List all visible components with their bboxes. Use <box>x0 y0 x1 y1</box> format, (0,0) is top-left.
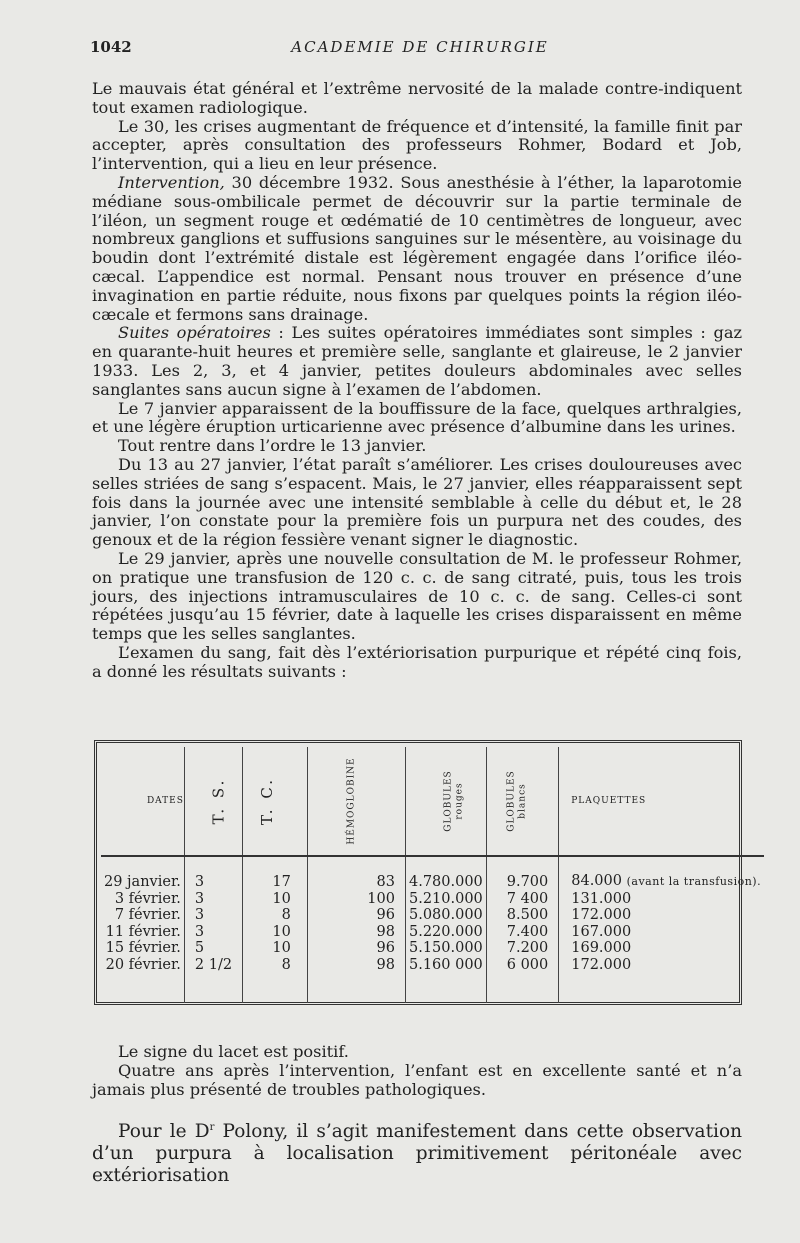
results-table-frame <box>94 740 762 1005</box>
paragraph: Le 7 janvier apparaissent de la bouffissure de la face, quelques arthralgies, et une légère éruption urticarienne avec présence d’albumine dans les urines. <box>92 398 742 437</box>
header-plaquettes: PLAQUETTES <box>559 747 764 856</box>
header-tc: T. C. <box>242 747 307 856</box>
page-header <box>90 38 750 60</box>
paragraph: Du 13 au 27 janvier, l’état paraît s’améliorer. Les crises douloureuses avec selles striées de sang s’espacent. Mais, le 27 janvier, elles réapparaissent sept fois dans la journée avec une intensité semblable à celle du début et, le 28 janvier, l’on constate pour la première fois un purpura net des coudes, des genoux et de la région fessière venant signer le diagnostic. <box>92 454 742 550</box>
table-spacer-row <box>101 973 764 1003</box>
paragraph: Le 29 janvier, après une nouvelle consultation de M. le professeur Rohmer, on pratique une transfusion de 120 c. c. de sang citraté, puis, tous les trois jours, des injections intramusculaires de 10 c. c. de sang. Celles-ci sont répétées jusqu’au 15 février, date à laquelle les crises disparaissent en même temps que les selles sanglantes. <box>92 548 742 644</box>
body-text <box>92 80 742 682</box>
transfusion-note: (avant la transfusion). <box>626 875 762 888</box>
paragraph: Le signe du lacet est positif. <box>118 1042 349 1061</box>
paragraph: Quatre ans après l’intervention, l’enfant est en excellente santé et n’a jamais plus présenté de troubles pathologiques. <box>92 1060 742 1099</box>
closing-text <box>92 1117 742 1187</box>
header-dates: DATES <box>101 747 184 856</box>
paragraph: Pour le $D^r$ Polony, il s’agit manifestement dans cette observation d’un purpura à localisation primitivement péritonéale avec extériorisation <box>92 1121 742 1187</box>
blood-results-table <box>101 747 764 1003</box>
table-header-row <box>101 747 764 856</box>
table-row: 3 février. 3 10 100 5.210.000 7 400 131.000 <box>101 891 764 908</box>
paragraph: L’examen du sang, fait dès l’extériorisation purpurique et répété cinq fois, a donné les résultats suivants : <box>92 642 742 681</box>
after-table-text <box>92 1043 742 1099</box>
running-title: ACADEMIE DE CHIRURGIE <box>291 38 549 56</box>
header-globules-rouges: GLOBULES rouges <box>405 747 486 856</box>
header-ts: T. S. <box>184 747 242 856</box>
table-row: 11 février. 3 10 98 5.220.000 7.400 167.000 <box>101 924 764 941</box>
table-row: 7 février. 3 8 96 5.080.000 8.500 172.000 <box>101 907 764 924</box>
italic-lead: Intervention, <box>118 172 225 192</box>
table-row: 15 février. 5 10 96 5.150.000 7.200 169.000 <box>101 940 764 957</box>
header-globules-blancs: GLOBULES blancs <box>486 747 558 856</box>
paragraph: Le 30, les crises augmentant de fréquence et d’intensité, la famille finit par accepter, après consultation des professeurs Rohmer, Bodard et Job, l’intervention, qui a lieu en leur présence. <box>92 116 742 174</box>
paragraph: Tout rentre dans l’ordre le 13 janvier. <box>118 436 427 456</box>
header-hemoglobine: HÉMOGLOBINE <box>307 747 405 856</box>
table-row: 29 janvier. 3 17 83 4.780.000 9.700 84.000 (avant la transfusion). <box>101 856 764 891</box>
table-row: 20 février. 2 1/2 8 98 5.160 000 6 000 172.000 <box>101 957 764 974</box>
italic-lead: Suites opératoires <box>118 323 271 343</box>
page-number: 1042 <box>90 38 132 56</box>
paragraph: Suites opératoires : Les suites opératoires immédiates sont simples : gaz en quarante-huit heures et première selle, sanglante et glaireuse, le 2 janvier 1933. Les 2, 3, et 4 janvier, petites douleurs abdominales avec selles sanglantes sans aucun signe à l’examen de l’abdomen. <box>92 323 742 399</box>
paragraph: Le mauvais état général et l’extrême nervosité de la malade contre-indiquent tout examen radiologique. <box>92 79 742 117</box>
paragraph: Intervention, 30 décembre 1932. Sous anesthésie à l’éther, la laparotomie médiane sous-ombilicale permet de découvrir sur la partie terminale de l’iléon, un segment rouge et œdématié de 10 centimètres de longueur, avec nombreux ganglions et suffusions sanguines sur le mésentère, au voisinage du boudin dont l’extrémité distale est légèrement engagée dans l’orifice iléo-cæcal. L’appendice est normal. Pensant nous trouver en présence d’une invagination en partie réduite, nous fixons par quelques points la région iléo-cæcale et fermons sans drainage. <box>92 172 742 324</box>
